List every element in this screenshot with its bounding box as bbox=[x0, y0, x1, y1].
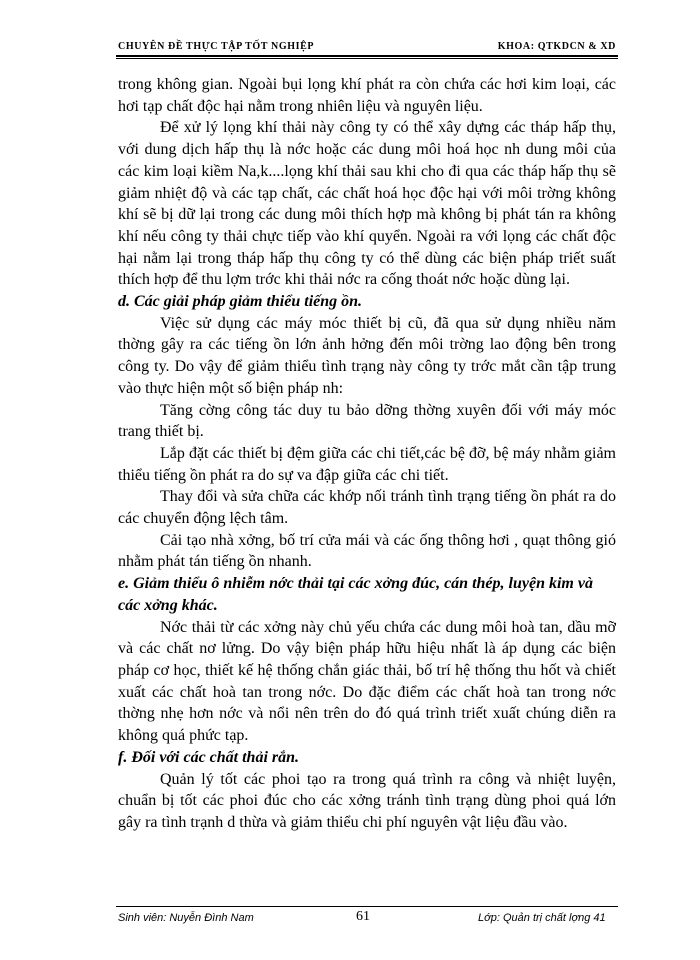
header-faculty: KHOA: QTKDCN & XD bbox=[497, 41, 616, 52]
section-heading: e. Giảm thiểu ô nhiễm nớc thải tại các xởng đúc, cán thép, luyện kim và các xởng khác. bbox=[118, 575, 593, 614]
paragraph: Việc sử dụng các máy móc thiết bị cũ, đã qua sử dụng nhiều năm thờng gây ra các tiếng ồn lớn ảnh hởng đến môi trờng lao động bên trong công ty. Do vậy để giảm thiểu tình trạng này công ty trớc mắt cần tập trung vào thực hiện một số biện pháp nh: bbox=[118, 314, 616, 397]
paragraph: Quản lý tốt các phoi tạo ra trong quá trình ra công và nhiệt luyện, chuẩn bị tốt các phoi đúc cho các xởng tránh tình trạng dùng phoi quá lớn gây ra tình trạnh d thừa và giảm thiểu chi phí nguyên vật liệu đầu vào. bbox=[118, 770, 616, 831]
header-rule-thin bbox=[116, 58, 618, 59]
footer-student: Sinh viên: Nuyễn Đình Nam bbox=[118, 912, 254, 924]
section-heading: f. Đối với các chất thải rắn. bbox=[118, 748, 300, 766]
paragraph: trong không gian. Ngoài bụi lọng khí phát ra còn chứa các hơi kim loại, các hơi tạp chất độc hại nằm trong nhiên liệu và nguyên liệu. bbox=[118, 76, 616, 115]
paragraph: Cải tạo nhà xởng, bố trí cửa mái và các ống thông hơi , quạt thông gió nhằm phát tán tiếng ồn nhanh. bbox=[118, 531, 616, 571]
page-number: 61 bbox=[356, 909, 370, 924]
paragraph: Lắp đặt các thiết bị đệm giữa các chi tiết,các bệ đỡ, bệ máy nhằm giảm thiểu tiếng ồn phát ra do sự va đập giữa các chi tiết. bbox=[118, 444, 616, 484]
footer-class: Lớp: Quản trị chất lợng 41 bbox=[478, 912, 606, 924]
section-heading: d. Các giải pháp giảm thiểu tiếng ồn. bbox=[118, 293, 363, 311]
paragraph: Nớc thải từ các xởng này chủ yếu chứa các dung môi hoà tan, dầu mỡ và các chất nơ lửng. Do vậy biện pháp hữu hiệu nhất là áp dụng các biện pháp cơ học, thiết kế hệ thống chắn giác thải, bố trí hệ thống thu hốt và chiết xuất các chất hoà tan trong nớc. Do đặc điểm các chất hoà tan trong nớc thờng nhẹ hơn nớc và nổi nên trên do đó quá trình triết xuất chúng diễn ra không quá phức tạp. bbox=[118, 618, 616, 745]
paragraph: Thay đổi và sửa chữa các khớp nối tránh tình trạng tiếng ồn phát ra do các chuyển động lệch tâm. bbox=[118, 488, 616, 528]
running-header bbox=[118, 41, 616, 55]
paragraph: Để xử lý lọng khí thải này công ty có thể xây dựng các tháp hấp thụ, với dung dịch hấp thụ là nớc hoặc các dung môi hoá học nh dung môi của các kim loại kiềm Na,k....lọng khí thải sau khi cho đi qua các tháp hấp thụ sẽ giảm nhiệt độ và các tạp chất, các chất hoá học độc hại với môi trờng không khí sẽ bị dữ lại trong các dung môi thích hợp mà không bị phát tán ra không khí nếu công ty thải chực tiếp vào khí quyển. Ngoài ra với lọng các chất độc hại nằm lại trong tháp hấp thụ công ty có thể dùng các biện pháp triết suất thích hợp để thu lợm trớc khi thải nớc ra cống thoát nớc hoặc dùng lại. bbox=[118, 119, 616, 289]
header-rule bbox=[116, 55, 618, 57]
header-title: CHUYÊN ĐỀ THỰC TẬP TỐT NGHIỆP bbox=[118, 41, 315, 52]
page-body bbox=[118, 74, 616, 834]
footer-rule bbox=[116, 906, 618, 907]
paragraph: Tăng cờng công tác duy tu bảo dỡng thờng xuyên đối với máy móc trang thiết bị. bbox=[118, 401, 616, 441]
